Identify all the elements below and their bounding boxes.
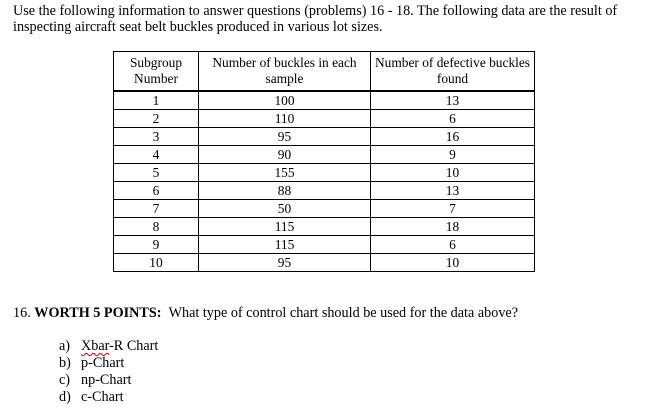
cell-defectives: 6: [371, 236, 535, 254]
cell-defectives: 6: [371, 110, 535, 128]
table-row: [114, 182, 535, 200]
cell-sample-size: 90: [199, 146, 371, 164]
question-text: What type of control chart should be used for the data above?: [168, 305, 519, 321]
header-subgroup-number: Subgroup Number: [114, 52, 199, 92]
cell-defectives: 16: [371, 128, 535, 146]
cell-defectives: 10: [371, 164, 535, 182]
cell-sample-size: 110: [199, 110, 371, 128]
cell-subgroup: 2: [114, 110, 199, 128]
table-row: [114, 218, 535, 236]
cell-sample-size: 155: [199, 164, 371, 182]
cell-sample-size: 115: [199, 218, 371, 236]
cell-subgroup: 5: [114, 164, 199, 182]
option-letter: d): [59, 389, 71, 405]
cell-subgroup: 3: [114, 128, 199, 146]
spellcheck-underlined-word: Xbar: [81, 338, 110, 354]
option-letter: a): [59, 338, 71, 354]
question-16: [13, 305, 518, 321]
table-row: [114, 254, 535, 272]
cell-defectives: 13: [371, 182, 535, 200]
cell-subgroup: 7: [114, 200, 199, 218]
table-row: [114, 236, 535, 254]
cell-subgroup: 8: [114, 218, 199, 236]
option-text: p-Chart: [81, 355, 125, 371]
cell-sample-size: 50: [199, 200, 371, 218]
option-d: [59, 389, 158, 406]
cell-subgroup: 10: [114, 254, 199, 272]
cell-sample-size: 95: [199, 128, 371, 146]
table-row: [114, 91, 535, 110]
cell-sample-size: 115: [199, 236, 371, 254]
option-text: c-Chart: [81, 389, 124, 405]
table-row: [114, 164, 535, 182]
cell-subgroup: 6: [114, 182, 199, 200]
question-number: 16.: [13, 305, 31, 321]
option-text: np-Chart: [81, 372, 132, 388]
cell-sample-size: 88: [199, 182, 371, 200]
cell-subgroup: 4: [114, 146, 199, 164]
table-row: [114, 110, 535, 128]
table-row: [114, 200, 535, 218]
cell-sample-size: 95: [199, 254, 371, 272]
cell-defectives: 13: [371, 91, 535, 110]
question-points: WORTH 5 POINTS:: [34, 305, 162, 321]
cell-subgroup: 9: [114, 236, 199, 254]
option-b: [59, 355, 158, 372]
option-text: -R Chart: [109, 338, 159, 354]
cell-defectives: 18: [371, 218, 535, 236]
cell-defectives: 10: [371, 254, 535, 272]
table-row: [114, 146, 535, 164]
table-header-row: [114, 52, 535, 92]
header-buckles-in-sample: Number of buckles in each sample: [199, 52, 371, 92]
cell-defectives: 7: [371, 200, 535, 218]
option-c: [59, 372, 158, 389]
option-a: [59, 338, 158, 355]
cell-sample-size: 100: [199, 91, 371, 110]
option-letter: b): [59, 355, 71, 371]
header-defective-buckles: Number of defective buckles found: [371, 52, 535, 92]
table-row: [114, 128, 535, 146]
answer-options: [59, 338, 158, 406]
intro-paragraph: Use the following information to answer questions (problems) 16 - 18. The following data are the result of inspecting aircraft seat belt buckles produced in various lot sizes.: [13, 3, 618, 35]
buckle-data-table: [113, 51, 535, 272]
option-letter: c): [59, 372, 71, 388]
cell-defectives: 9: [371, 146, 535, 164]
cell-subgroup: 1: [114, 91, 199, 110]
